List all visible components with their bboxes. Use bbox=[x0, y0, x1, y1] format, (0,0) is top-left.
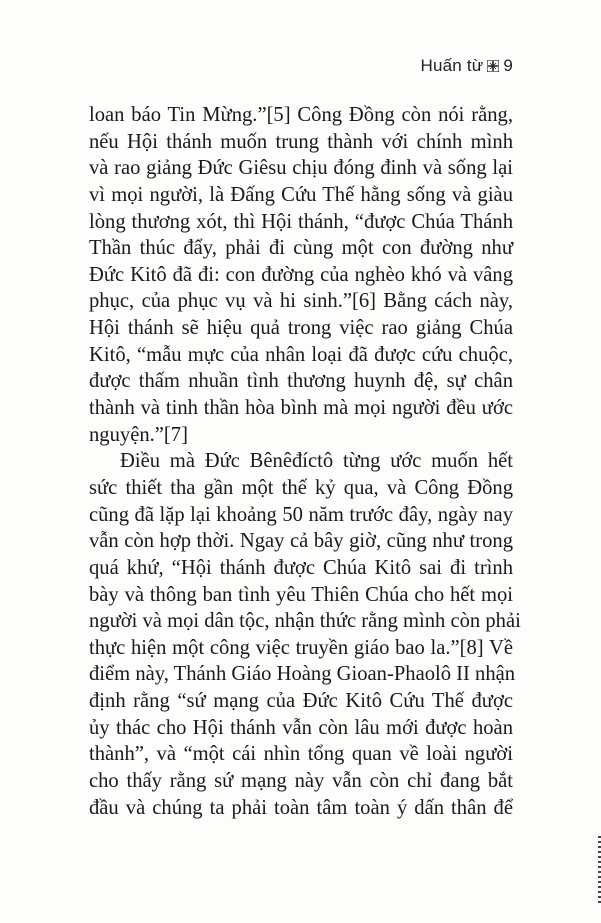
page-number: 9 bbox=[503, 56, 513, 75]
running-header bbox=[420, 56, 513, 76]
text-line: Điều mà Đức Bênêđíctô từng ước muốn hết bbox=[120, 450, 513, 473]
text-line: quá khứ, “Hội thánh được Chúa Kitô sai đi trình bbox=[89, 556, 513, 579]
paragraph-2 bbox=[89, 448, 521, 821]
text-line: Đức Kitô đã đi: con đường của nghèo khó và vâng bbox=[89, 263, 513, 286]
text-line: thành”, và “một cái nhìn tổng quan về loài người bbox=[89, 743, 513, 766]
text-line: ủy thác cho Hội thánh vẫn còn lâu mới được hoàn bbox=[89, 716, 513, 739]
text-line: lòng thương xót, thì Hội thánh, “được Chúa Thánh bbox=[89, 210, 513, 233]
text-line: phục, của phục vụ và hi sinh.”[6] Bằng cách này, bbox=[89, 290, 513, 313]
text-line: loan báo Tin Mừng.”[5] Công Đồng còn nói rằng, bbox=[89, 104, 513, 126]
text-line: vì mọi người, là Đấng Cứu Thế hằng sống và giàu bbox=[89, 183, 513, 206]
text-line: và rao giảng Đức Giêsu chịu đóng đinh và sống lại bbox=[89, 157, 513, 180]
text-line: định rằng “sứ mạng của Đức Kitô Cứu Thế được bbox=[89, 690, 513, 713]
body-text bbox=[89, 102, 521, 821]
text-line: thực hiện một công việc truyền giáo bao la.”[8] Về bbox=[89, 636, 513, 659]
text-line: được thấm nhuần tình thương huynh đệ, sự chân bbox=[89, 370, 513, 393]
text-line: Hội thánh sẽ hiệu quả trong việc rao giảng Chúa bbox=[89, 317, 513, 340]
text-line: điểm này, Thánh Giáo Hoàng Gioan-Phaolô II nhận bbox=[89, 663, 516, 686]
text-line: vẫn còn hợp thời. Ngay cả bây giờ, cũng như trong bbox=[89, 530, 513, 553]
cross-ornament-icon bbox=[487, 60, 499, 72]
text-line: người và mọi dân tộc, nhận thức rằng mình còn phải bbox=[89, 610, 521, 633]
text-line: bày và thông ban tình yêu Thiên Chúa cho hết mọi bbox=[89, 583, 513, 606]
running-title: Huấn từ bbox=[420, 56, 484, 75]
text-line: Kitô, “mẫu mực của nhân loại đã được cứu chuộc, bbox=[89, 343, 513, 366]
text-line: nguyện.”[7] bbox=[89, 423, 188, 446]
text-line: thành và tinh thần hòa bình mà mọi người đều ước bbox=[89, 397, 513, 420]
paragraph-1 bbox=[89, 102, 513, 448]
text-line: sức thiết tha gần một thế kỷ qua, và Công Đồng bbox=[89, 476, 513, 499]
text-line: cho thấy rằng sứ mạng này vẫn còn chỉ đang bắt bbox=[89, 770, 513, 793]
text-line: cũng đã lặp lại khoảng 50 năm trước đây, ngày nay bbox=[89, 503, 513, 526]
text-line: Thần thúc đẩy, phải đi cùng một con đường như bbox=[89, 237, 513, 260]
text-line: đầu và chúng ta phải toàn tâm toàn ý dấn thân để bbox=[89, 796, 513, 819]
text-line: nếu Hội thánh muốn trung thành với chính mình bbox=[89, 130, 513, 153]
